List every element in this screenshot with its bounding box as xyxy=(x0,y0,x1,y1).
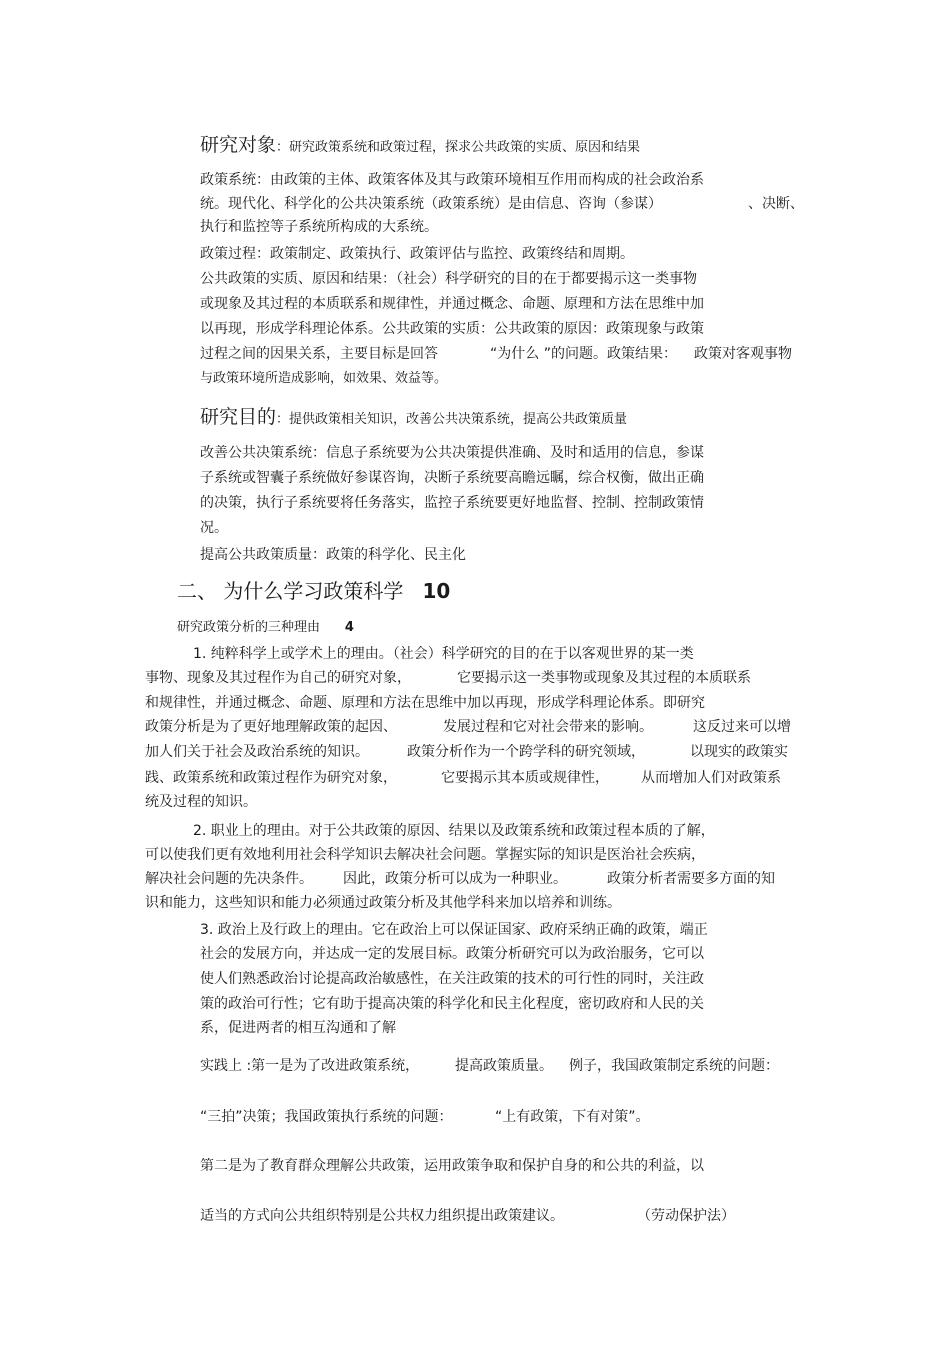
reason2-line-1: 2. 职业上的理由。对于公共政策的原因、结果以及政策系统和政策过程本质的了解， xyxy=(193,823,715,839)
practice-line-4a: 适当的方式向公共组织特别是公共权力组织提出政策建议。 xyxy=(200,1208,564,1224)
improve-line-4: 况。 xyxy=(200,520,228,536)
policy-process-line: 政策过程：政策制定、政策执行、政策评估与监控、政策终结和周期。 xyxy=(200,246,634,262)
reason1-line-4a: 政策分析是为了更好地理解政策的起因、 xyxy=(145,719,397,735)
reason3-line-1: 3. 政治上及行政上的理由。它在政治上可以保证国家、政府采纳正确的政策，端正 xyxy=(200,922,708,938)
reason1-line-2a: 事物、现象及其过程作为自己的研究对象， xyxy=(145,670,411,686)
practice-line-1a: 实践上 :第一是为了改进政策系统， xyxy=(200,1058,420,1074)
section-two-title xyxy=(177,578,450,604)
section-two-sub-text: 研究政策分析的三种理由 xyxy=(177,620,321,635)
reason3-line-5: 系，促进两者的相互沟通和了解 xyxy=(200,1020,396,1036)
practice-line-1c: 例子，我国政策制定系统的问题： xyxy=(569,1058,779,1074)
research-purpose-summary: ：提供政策相关知识，改善公共决策系统，提高公共政策质量 xyxy=(276,412,628,427)
improve-line-3: 的决策，执行子系统要将任务落实，监控子系统要更好地监督、控制、控制政策情 xyxy=(200,495,704,511)
research-object-line xyxy=(200,133,640,157)
reason3-line-3: 使人们熟悉政治讨论提高政治敏感性，在关注政策的技术的可行性的同时，关注政 xyxy=(200,971,704,987)
reason2-line-3b: 因此，政策分析可以成为一种职业。 xyxy=(343,871,567,887)
reason1-line-4c: 这反过来可以增 xyxy=(693,719,791,735)
reason1-line-6a: 践、政策系统和政策过程作为研究对象， xyxy=(145,770,397,786)
reason1-line-1: 1. 纯粹科学上或学术上的理由。（社会）科学研究的目的在于以客观世界的某一类 xyxy=(193,646,694,662)
section-two-sub-num: 4 xyxy=(344,620,354,635)
reason1-line-7: 统及过程的知识。 xyxy=(145,794,257,810)
section-two-sub xyxy=(177,619,354,637)
improve-line-1: 改善公共决策系统：信息子系统要为公共决策提供准确、及时和适用的信息，参谋 xyxy=(200,445,704,461)
section-two-title-num: 10 xyxy=(422,579,451,603)
reason3-line-2: 社会的发展方向，并达成一定的发展目标。政策分析研究可以为政治服务，它可以 xyxy=(200,946,704,962)
improve-line-2: 子系统或智囊子系统做好参谋咨询，决断子系统要高瞻远瞩，综合权衡，做出正确 xyxy=(200,470,704,486)
policy-system-line-2b: 、决断、 xyxy=(748,196,804,212)
quality-line: 提高公共政策质量：政策的科学化、民主化 xyxy=(200,547,466,563)
reason1-line-5b: 政策分析作为一个跨学科的研究领域， xyxy=(407,744,645,760)
research-object-summary: ：研究政策系统和政策过程，探求公共政策的实质、原因和结果 xyxy=(276,140,641,155)
reason3-line-4: 策的政治可行性；它有助于提高决策的科学化和民主化程度，密切政府和人民的关 xyxy=(200,996,704,1012)
reason1-line-5a: 加人们关于社会及政治系统的知识。 xyxy=(145,744,369,760)
practice-line-1b: 提高政策质量。 xyxy=(455,1058,553,1074)
policy-system-line-3: 执行和监控等子系统所构成的大系统。 xyxy=(200,219,438,235)
research-purpose-line xyxy=(200,405,627,429)
policy-system-line-1: 政策系统：由政策的主体、政策客体及其与政策环境相互作用而构成的社会政治系 xyxy=(200,172,704,188)
reason1-line-5c: 以现实的政策实 xyxy=(690,744,788,760)
reason1-line-4b: 发展过程和它对社会带来的影响。 xyxy=(443,719,653,735)
essence-line-2: 或现象及其过程的本质联系和规律性，并通过概念、命题、原理和方法在思维中加 xyxy=(200,296,704,312)
policy-system-line-2: 统。现代化、科学化的公共决策系统（政策系统）是由信息、咨询（参谋） xyxy=(200,196,662,212)
reason2-line-2: 可以使我们更有效地利用社会科学知识去解决社会问题。掌握实际的知识是医治社会疾病， xyxy=(145,847,705,863)
section-two-title-text: 二、 为什么学习政策科学 xyxy=(177,579,404,603)
practice-line-2b: “上有政策，下有对策”。 xyxy=(495,1109,650,1125)
reason2-line-4: 识和能力，这些知识和能力必须通过政策分析及其他学科来加以培养和训练。 xyxy=(145,895,621,911)
reason1-line-2b: 它要揭示这一类事物或现象及其过程的本质联系 xyxy=(457,670,751,686)
reason2-line-3a: 解决社会问题的先决条件。 xyxy=(145,871,313,887)
practice-line-4b: （劳动保护法） xyxy=(637,1208,735,1224)
essence-line-4c: 政策对客观事物 xyxy=(694,346,792,362)
reason2-line-3c: 政策分析者需要多方面的知 xyxy=(607,871,775,887)
practice-line-3: 第二是为了教育群众理解公共政策，运用政策争取和保护自身的和公共的利益，以 xyxy=(200,1158,704,1174)
research-object-heading: 研究对象 xyxy=(200,134,277,156)
essence-line-3: 以再现，形成学科理论体系。公共政策的实质：公共政策的原因：政策现象与政策 xyxy=(200,321,704,337)
reason1-line-6b: 它要揭示其本质或规律性， xyxy=(441,770,609,786)
essence-line-4b: “为什么 ”的问题。政策结果： xyxy=(490,346,677,362)
reason1-line-3: 和规律性，并通过概念、命题、原理和方法在思维中加以再现，形成学科理论体系。即研究 xyxy=(145,695,705,711)
essence-line-1: 公共政策的实质、原因和结果：（社会）科学研究的目的在于都要揭示这一类事物 xyxy=(200,271,697,287)
practice-line-2a: “三拍”决策；我国政策执行系统的问题： xyxy=(200,1109,453,1125)
essence-line-4a: 过程之间的因果关系，主要目标是回答 xyxy=(200,346,438,362)
essence-line-5: 与政策环境所造成影响，如效果、效益等。 xyxy=(200,371,448,386)
reason1-line-6c: 从而增加人们对政策系 xyxy=(641,770,781,786)
research-purpose-heading: 研究目的 xyxy=(200,406,277,428)
